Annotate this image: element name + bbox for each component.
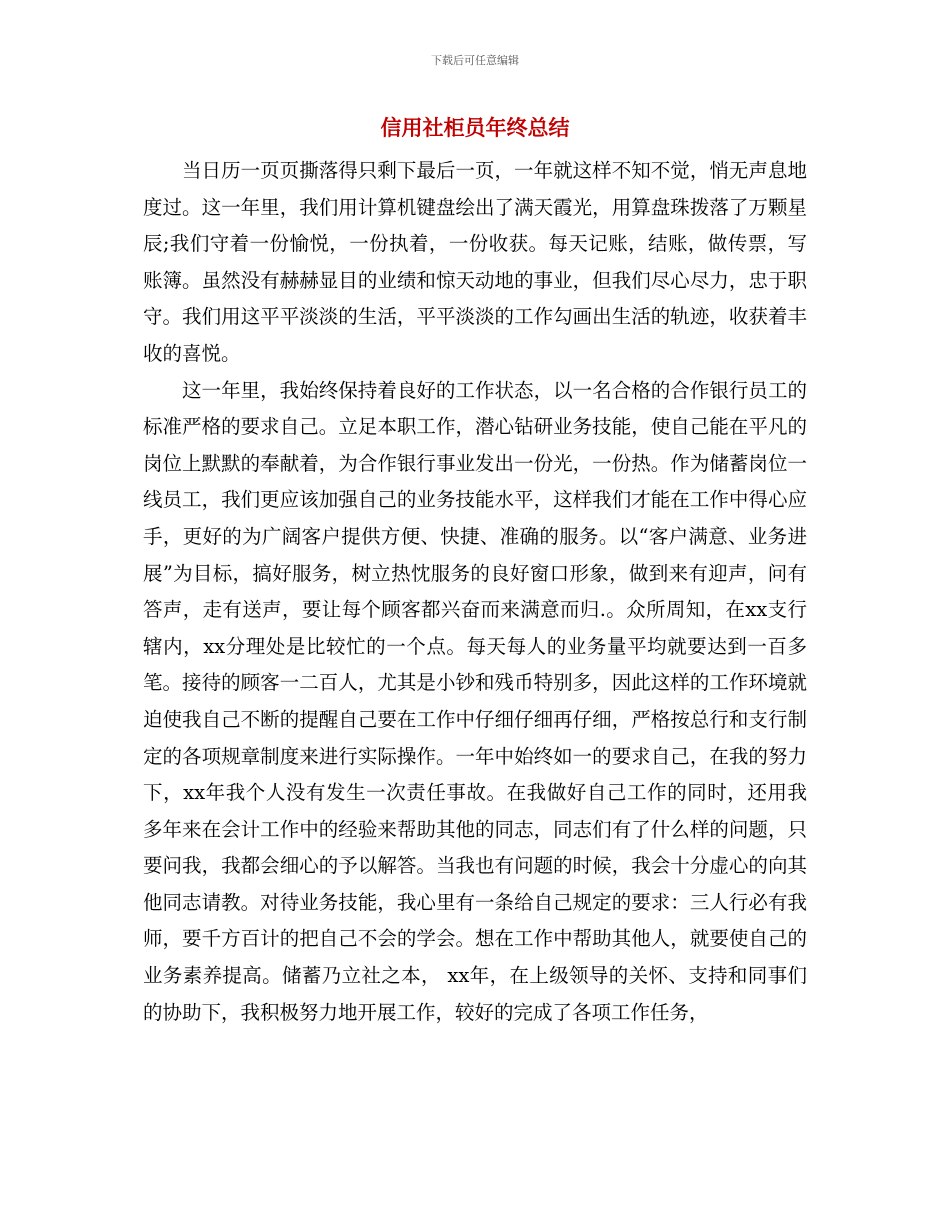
paragraph-1: 当日历一页页撕落得只剩下最后一页，一年就这样不知不觉，悄无声息地度过。这一年里，我们用计算机键盘绘出了满天霞光，用算盘珠拨落了万颗星辰;我们守着一份愉悦，一份执着，一份收获。每天记账，结账，做传票，写账簿。虽然没有赫赫显目的业绩和惊天动地的事业，但我们尽心尽力，忠于职守。我们用这平平淡淡的生活，平平淡淡的工作勾画出生活的轨迹，收获着丰收的喜悦。 bbox=[143, 159, 807, 365]
document-body bbox=[143, 153, 807, 1031]
paragraph-2: 这一年里，我始终保持着良好的工作状态，以一名合格的合作银行员工的标准严格的要求自己。立足本职工作，潜心钻研业务技能，使自己能在平凡的岗位上默默的奉献着，为合作银行事业发出一份光，一份热。作为储蓄岗位一线员工，我们更应该加强自己的业务技能水平，这样我们才能在工作中得心应手，更好的为广阔客户提供方便、快捷、准确的服务。以“客户满意、业务进展”为目标，搞好服务，树立热忱服务的良好窗口形象，做到来有迎声，问有答声，走有送声，要让每个顾客都兴奋而来满意而归.。众所周知，在xx支行辖内，xx分理处是比较忙的一个点。每天每人的业务量平均就要达到一百多笔。接待的顾客一二百人，尤其是小钞和残币特别多，因此这样的工作环境就迫使我自己不断的提醒自己要在工作中仔细仔细再仔细，严格按总行和支行制定的各项规章制度来进行实际操作。一年中始终如一的要求自己，在我的努力下，xx年我个人没有发生一次责任事故。在我做好自己工作的同时，还用我多年来在会计工作中的经验来帮助其他的同志，同志们有了什么样的问题，只要问我，我都会细心的予以解答。当我也有问题的时候，我会十分虚心的向其他同志请教。对待业务技能，我心里有一条给自己规定的要求：三人行必有我师，要千方百计的把自己不会的学会。想在工作中帮助其他人，就要使自己的业务素养提高。储蓄乃立社之本， xx年，在上级领导的关怀、支持和同事们的协助下，我积极努力地开展工作，较好的完成了各项工作任务， bbox=[143, 378, 807, 1024]
page-header-note: 下载后可任意编辑 bbox=[431, 54, 519, 67]
document-title: 信用社柜员年终总结 bbox=[380, 116, 570, 140]
